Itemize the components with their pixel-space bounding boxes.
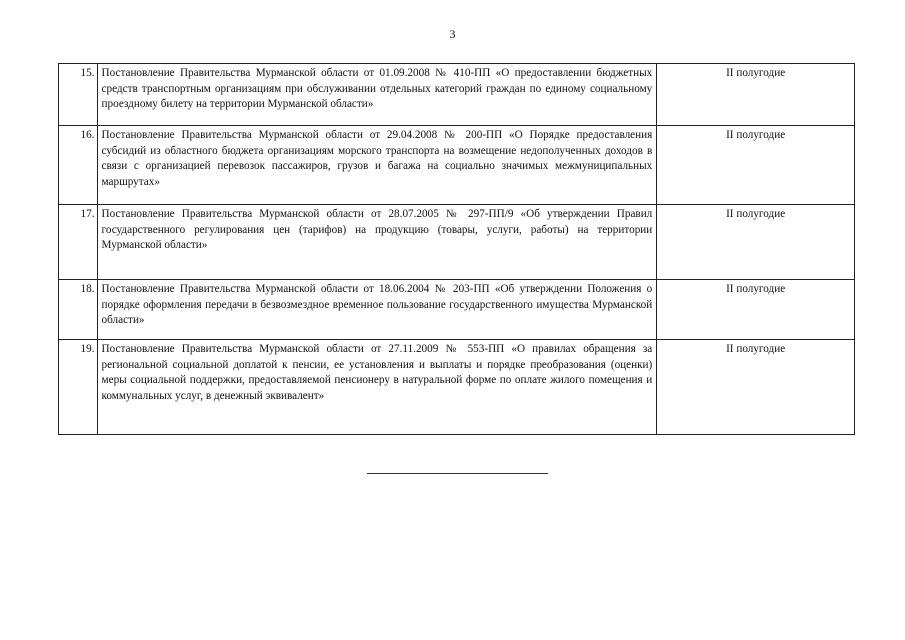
deadline-cell: II полугодие	[657, 340, 855, 435]
table-row	[59, 205, 855, 280]
table-row	[59, 340, 855, 435]
row-number: 18.	[59, 280, 98, 340]
regulation-title: Постановление Правительства Мурманской области от 28.07.2005 № 297-ПП/9 «Об утверждении Правил государственного регулирования цен (тарифов) на продукцию (товары, услуги, работы) на территории Мурманской области»	[97, 205, 657, 280]
table-row	[59, 126, 855, 205]
regulation-title: Постановление Правительства Мурманской области от 18.06.2004 № 203-ПП «Об утверждении Положения о порядке оформления передачи в безвозмездное временное пользование государственного имущества Мурманской области»	[97, 280, 657, 340]
table-row	[59, 280, 855, 340]
regulation-title: Постановление Правительства Мурманской области от 29.04.2008 № 200-ПП «О Порядке предоставления субсидий из областного бюджета организациям морского транспорта на возмещение недополученных доходов в связи с организацией перевозок пассажиров, грузов и багажа на социально значимых межмуниципальных маршрутах»	[97, 126, 657, 205]
deadline-cell: II полугодие	[657, 205, 855, 280]
row-number: 16.	[59, 126, 98, 205]
row-number: 15.	[59, 64, 98, 126]
document-end-divider	[367, 473, 548, 474]
row-number: 19.	[59, 340, 98, 435]
regulations-table	[58, 63, 855, 435]
row-number: 17.	[59, 205, 98, 280]
regulation-title: Постановление Правительства Мурманской области от 01.09.2008 № 410-ПП «О предоставлении бюджетных средств транспортным организациям при обслуживании отдельных категорий граждан по единому социальному проездному билету на территории Мурманской области»	[97, 64, 657, 126]
deadline-cell: II полугодие	[657, 126, 855, 205]
table-row	[59, 64, 855, 126]
deadline-cell: II полугодие	[657, 280, 855, 340]
regulation-title: Постановление Правительства Мурманской области от 27.11.2009 № 553-ПП «О правилах обращения за региональной социальной доплатой к пенсии, ее установления и выплаты и порядке преобразования (оценки) меры социальной поддержки, предоставляемой пенсионеру в натуральной форме по оплате жилого помещения и коммунальных услуг, в денежный эквивалент»	[97, 340, 657, 435]
deadline-cell: II полугодие	[657, 64, 855, 126]
page-number: 3	[449, 27, 456, 41]
